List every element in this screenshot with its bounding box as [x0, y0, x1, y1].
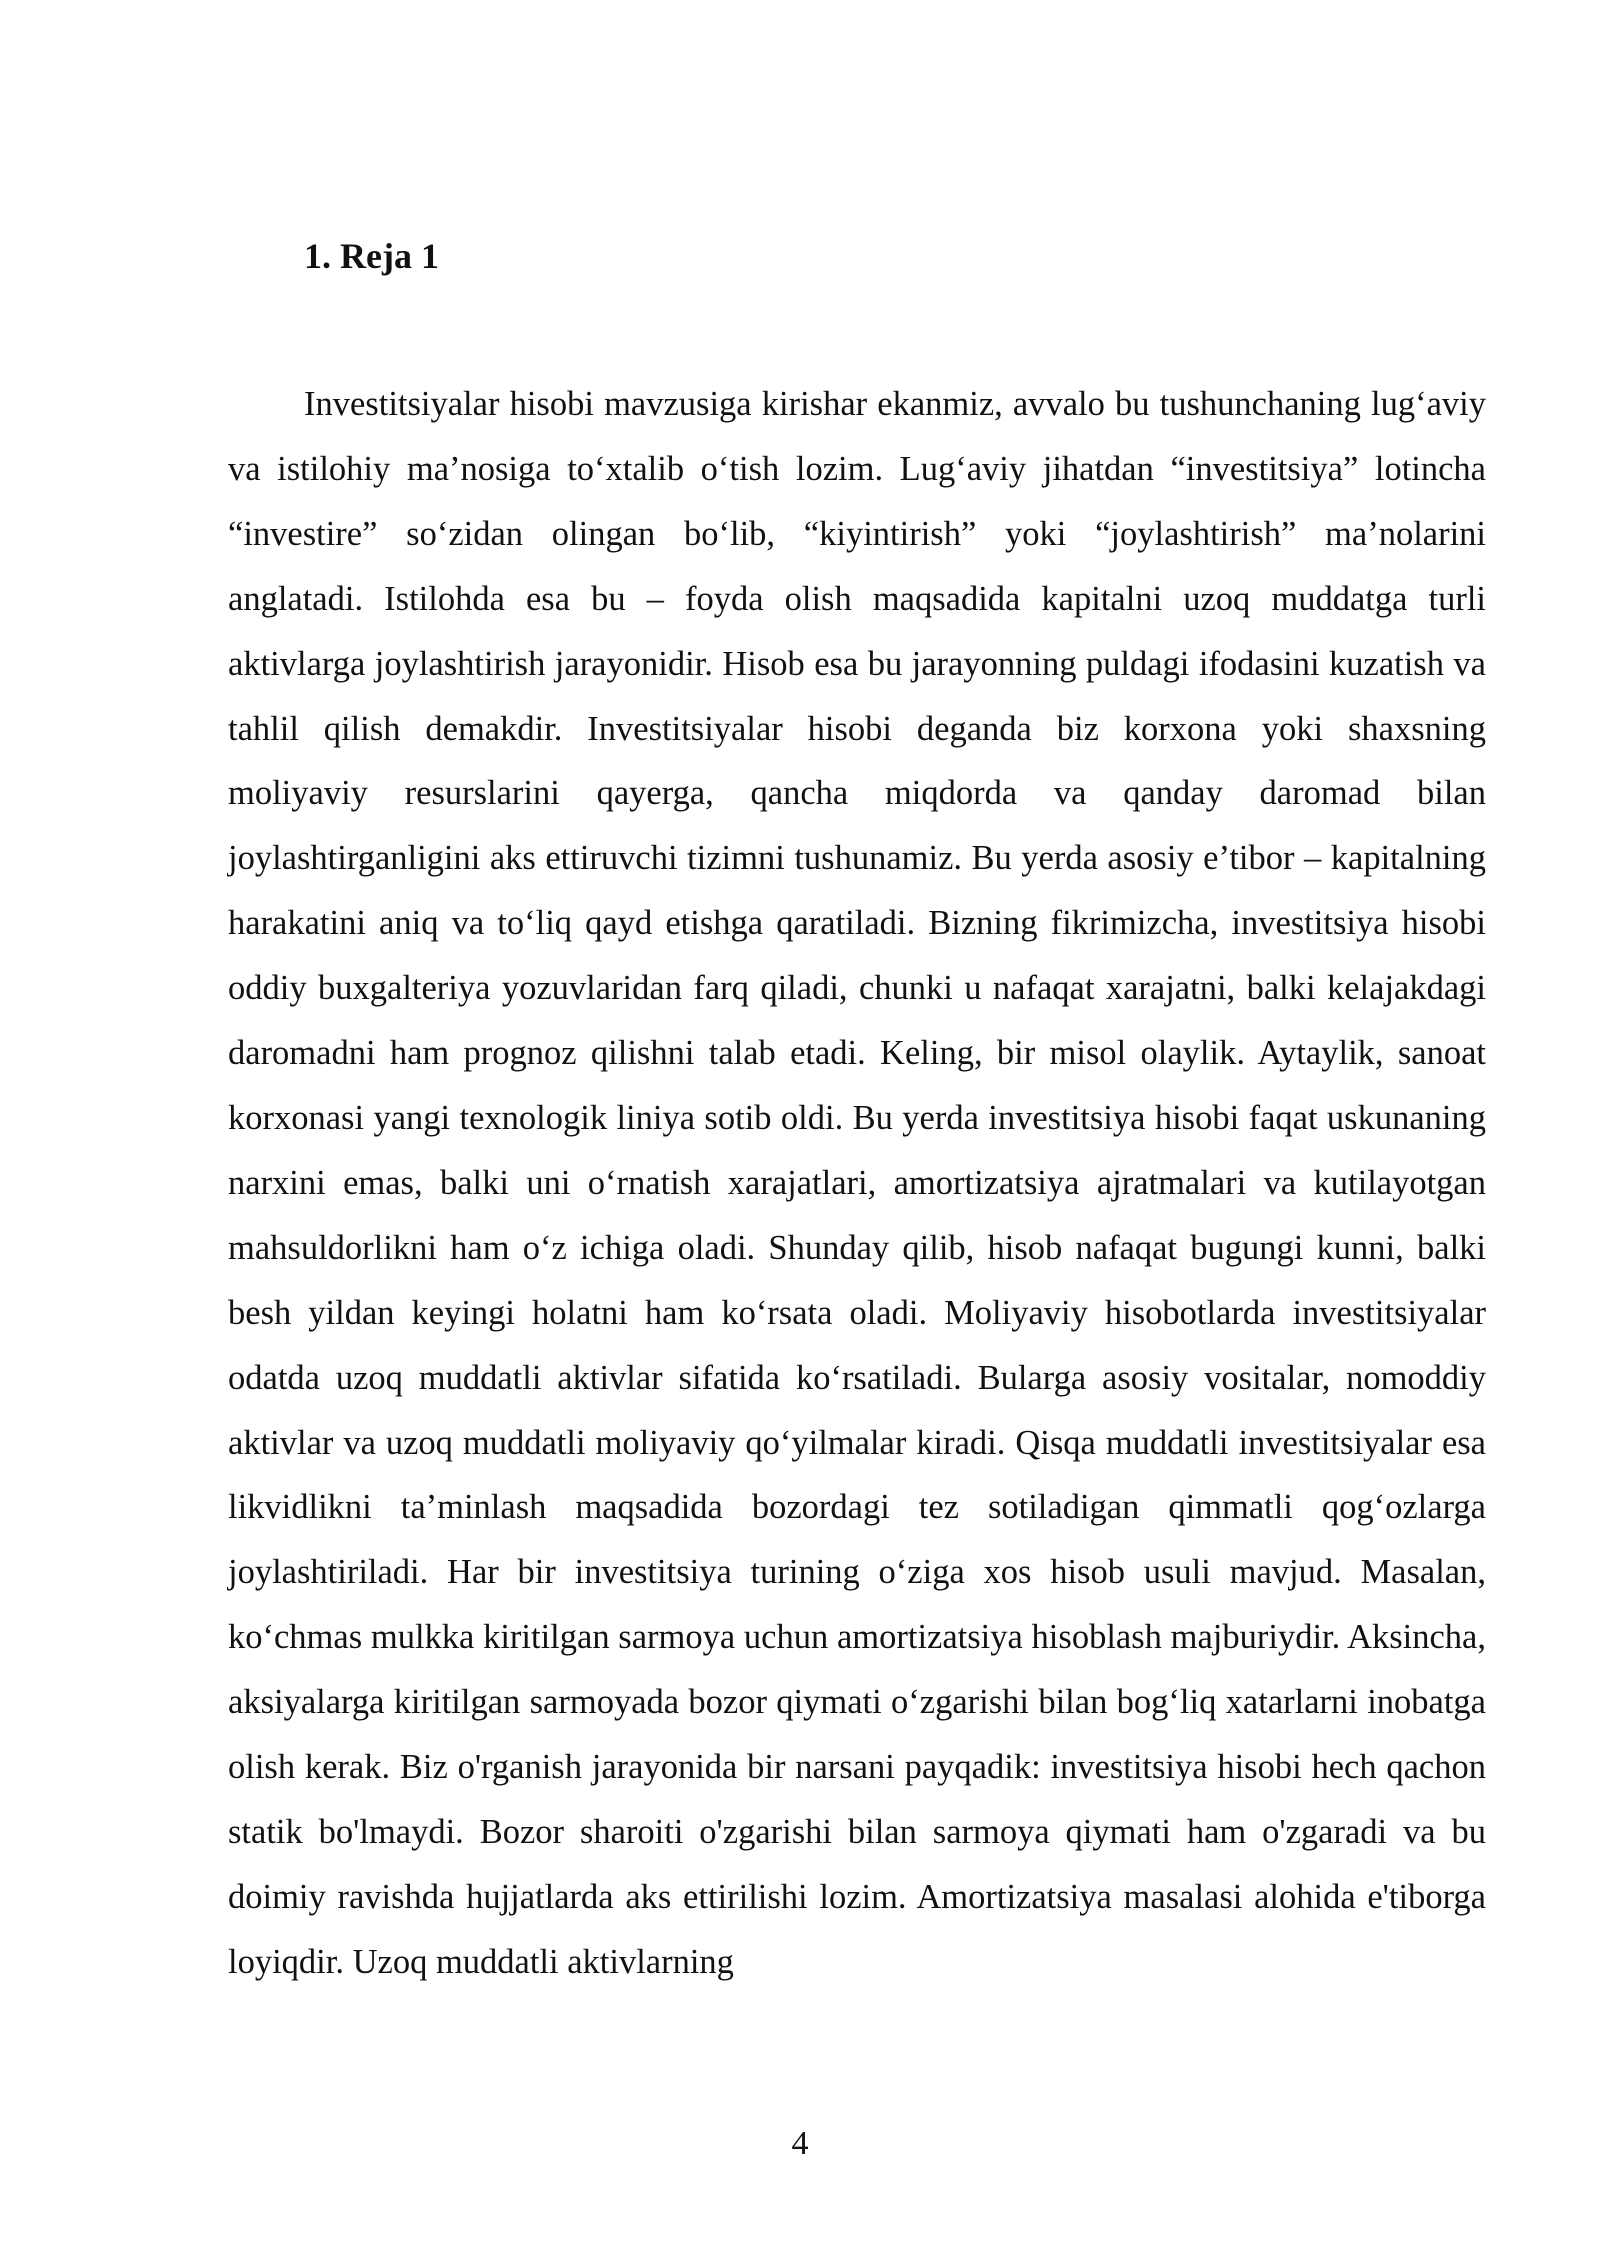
section-heading: 1. Reja 1 [304, 236, 439, 276]
body-paragraph: Investitsiyalar hisobi mavzusiga kirishar ekanmiz, avvalo bu tushunchaning lug‘aviy va istilohiy ma’nosiga to‘xtalib o‘tish lozim. Lug‘aviy jihatdan “investitsiya” lotincha “investire” so‘zidan olingan bo‘lib, “kiyintirish” yoki “joylashtirish” ma’nolarini anglatadi. Istilohda esa bu – foyda olish maqsadida kapitalni uzoq muddatga turli aktivlarga joylashtirish jarayonidir. Hisob esa bu jarayonning puldagi ifodasini kuzatish va tahlil qilish demakdir. Investitsiyalar hisobi deganda biz korxona yoki shaxsning moliyaviy resurslarini qayerga, qancha miqdorda va qanday daromad bilan joylashtirganligini aks ettiruvchi tizimni tushunamiz. Bu yerda asosiy e’tibor – kapitalning harakatini aniq va to‘liq qayd etishga qaratiladi. Bizning fikrimizcha, investitsiya hisobi oddiy buxgalteriya yozuvlaridan farq qiladi, chunki u nafaqat xarajatni, balki kelajakdagi daromadni ham prognoz qilishni talab etadi. Keling, bir misol olaylik. Aytaylik, sanoat korxonasi yangi texnologik liniya sotib oldi. Bu yerda investitsiya hisobi faqat uskunaning narxini emas, balki uni o‘rnatish xarajatlari, amortizatsiya ajratmalari va kutilayotgan mahsuldorlikni ham o‘z ichiga oladi. Shunday qilib, hisob nafaqat bugungi kunni, balki besh yildan keyingi holatni ham ko‘rsata oladi. Moliyaviy hisobotlarda investitsiyalar odatda uzoq muddatli aktivlar sifatida ko‘rsatiladi. Bularga asosiy vositalar, nomoddiy aktivlar va uzoq muddatli moliyaviy qo‘yilmalar kiradi. Qisqa muddatli investitsiyalar esa likvidlikni ta’minlash maqsadida bozordagi tez sotiladigan qimmatli qog‘ozlarga joylashtiriladi. Har bir investitsiya turining o‘ziga xos hisob usuli mavjud. Masalan, ko‘chmas mulkka kiritilgan sarmoya uchun amortizatsiya hisoblash majburiydir. Aksincha, aksiyalarga kiritilgan sarmoyada bozor qiymati o‘zgarishi bilan bog‘liq xatarlarni inobatga olish kerak. Biz o'rganish jarayonida bir narsani payqadik: investitsiya hisobi hech qachon statik bo'lmaydi. Bozor sharoiti o'zgarishi bilan sarmoya qiymati ham o'zgaradi va bu doimiy ravishda hujjatlarda aks ettirilishi lozim. Amortizatsiya masalasi alohida e'tiborga loyiqdir. Uzoq muddatli aktivlarning [228, 385, 1486, 1981]
page-number: 4 [791, 2125, 809, 2162]
